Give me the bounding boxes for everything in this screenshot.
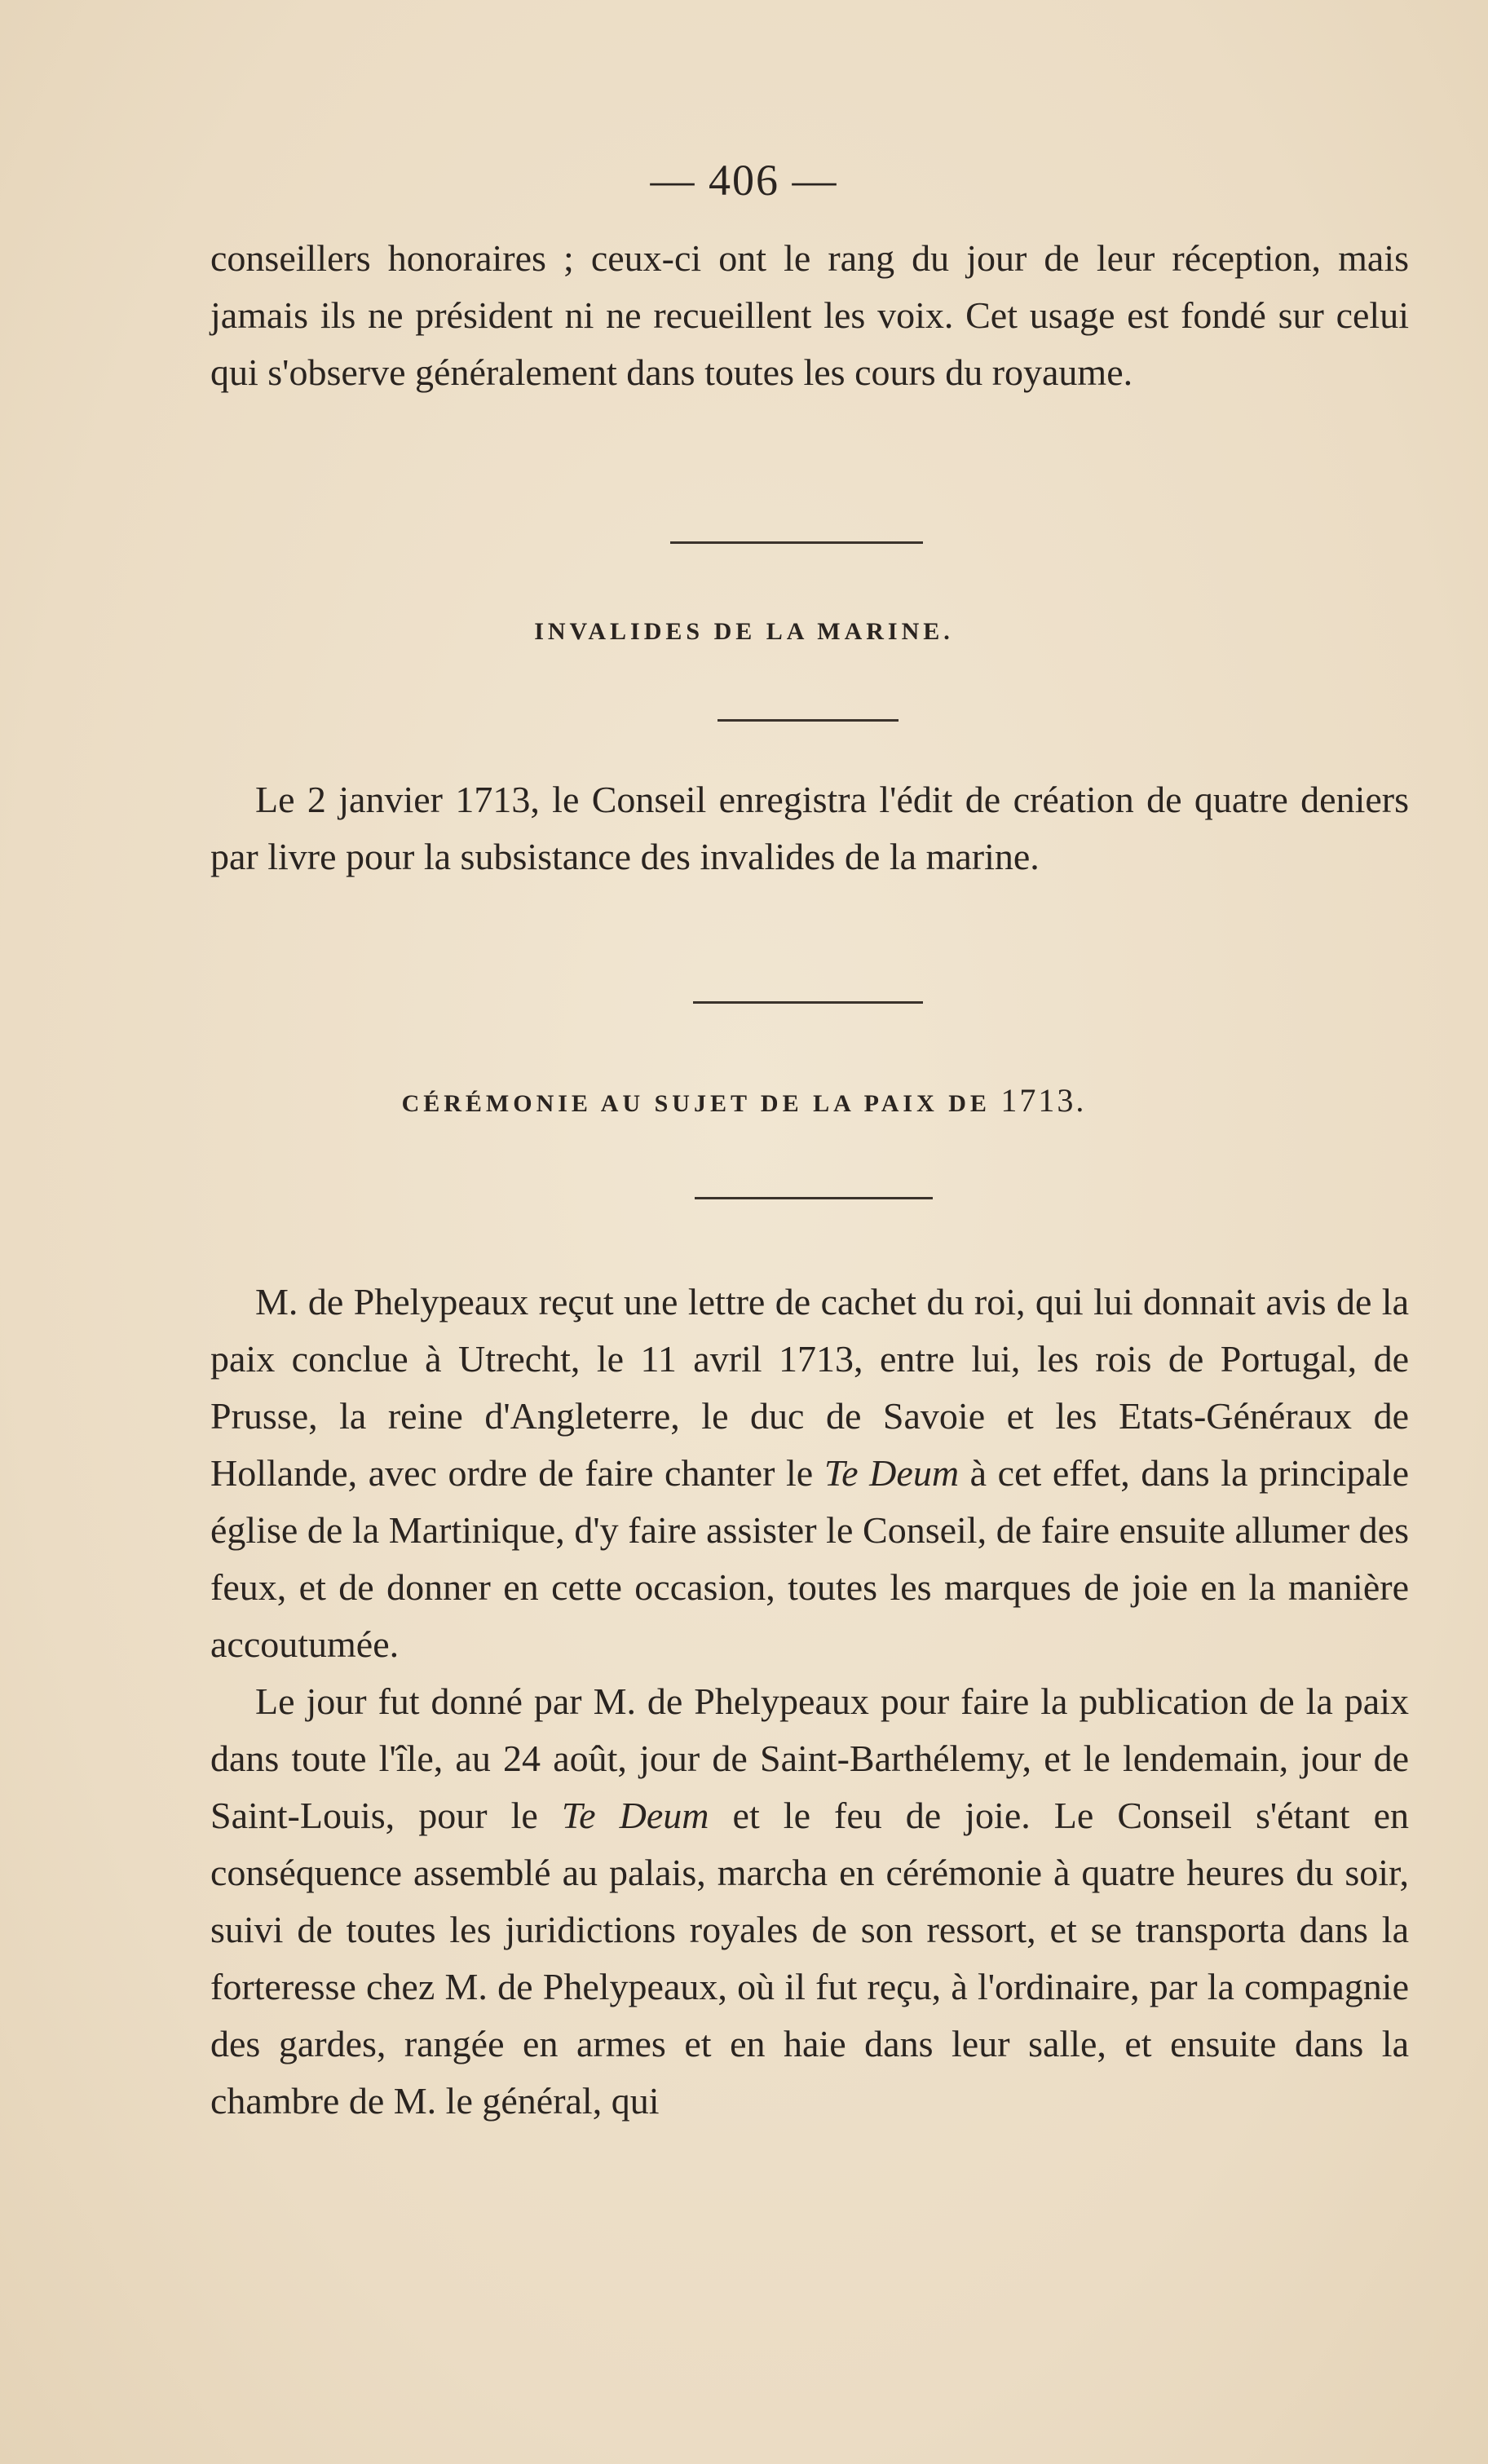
ceremonie-paragraphs (210, 1274, 1409, 2130)
paragraph-text: conseillers honoraires ; ceux-ci ont le rang du jour de leur réception, mais jamais ils ne président ni ne recueillent les voix. Cet usage est fondé sur celui qui s'observe généralement dans toutes les cours du royaume. (210, 237, 1409, 393)
page-number: — 406 — (650, 156, 838, 205)
heading-text: CÉRÉMONIE AU SUJET DE LA PAIX DE (401, 1090, 991, 1117)
paragraph-text: Le 2 janvier 1713, le Conseil enregistra l'édit de création de quatre deniers par livre pour la subsistance des invalides de la marine. (210, 779, 1409, 877)
section-rule (695, 1197, 933, 1199)
section-rule (670, 541, 923, 544)
continuation-paragraph (210, 230, 1409, 401)
invalides-paragraph (210, 771, 1409, 885)
paragraph-1 (210, 1274, 1409, 1673)
text-run: à cet effet, dans la principale église de la Martinique, d'y faire assister le Conseil, de faire ensuite allumer des feux, et de donner en cette occasion, toutes les marques de joie en la manière accoutumée. (210, 1452, 1409, 1665)
text-run: M. de Phelypeaux reçut une lettre de cachet du roi, qui lui donnait avis de la paix conclue à Utrecht, le 11 avril 1713, entre lui, les rois de Portugal, de Prusse, la reine d'Angleterre, le duc de Savoie et les Etats-Généraux de Hollande, avec ordre de faire chanter le (210, 1281, 1409, 1494)
section-rule (693, 1001, 923, 1004)
heading-year: 1713. (1000, 1082, 1087, 1119)
italic-te-deum: Te Deum (823, 1452, 960, 1494)
section-rule (718, 719, 899, 722)
italic-te-deum: Te Deum (561, 1795, 709, 1836)
text-run: et le feu de joie. Le Conseil s'étant en conséquence assemblé au palais, marcha en cérémonie à quatre heures du soir, suivi de toutes les juridictions royales de son ressort, et se transporta dans la forteresse chez M. de Phelypeaux, où il fut reçu, à l'ordinaire, par la compagnie des gardes, rangée en armes et en haie dans leur salle, et ensuite dans la chambre de M. le général, qui (210, 1795, 1409, 2122)
section-heading-ceremonie (0, 1081, 1488, 1119)
section-heading-invalides: INVALIDES DE LA MARINE. (534, 618, 954, 645)
text-run: Le jour fut donné par M. de Phelypeaux pour faire la publication de la paix dans toute l'île, au 24 août, jour de Saint-Barthélemy, et le lendemain, jour de Saint-Louis, pour le (210, 1680, 1409, 1836)
paragraph-2 (210, 1673, 1409, 2130)
